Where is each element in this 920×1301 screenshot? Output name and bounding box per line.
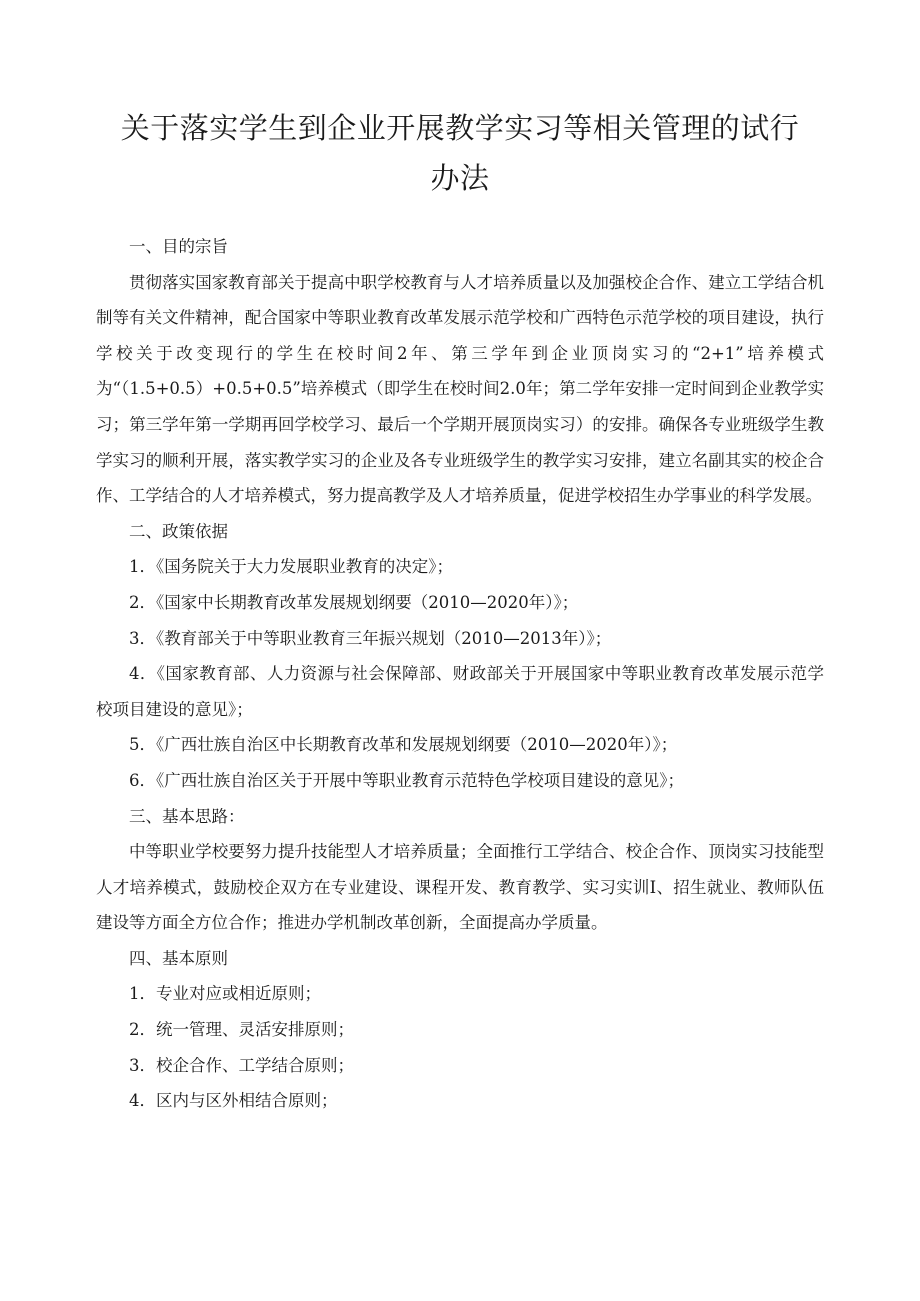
section-heading-policy-basis: 二、政策依据	[129, 521, 228, 541]
principle-item-2: 2．统一管理、灵活安排原则；	[129, 1020, 354, 1040]
document-title	[120, 103, 800, 203]
principle-item-3: 3．校企合作、工学结合原则；	[129, 1055, 354, 1075]
policy-item-4: 4．《国家教育部、人力资源与社会保障部、财政部关于开展国家中等职业教育改革发展示范学校项目建设的意见》；	[96, 664, 824, 719]
principle-item-4: 4．区内与区外相结合原则；	[129, 1091, 338, 1111]
policy-item-6: 6．《广西壮族自治区关于开展中等职业教育示范特色学校项目建设的意见》；	[129, 770, 684, 790]
policy-item-5: 5．《广西壮族自治区中长期教育改革和发展规划纲要（2010—2020年）》；	[129, 735, 678, 755]
document-title-line-2: 办法	[430, 161, 490, 195]
section-heading-purpose: 一、目的宗旨	[129, 237, 228, 256]
section-heading-basic-approach: 三、基本思路：	[129, 806, 245, 826]
body-paragraph-basic-approach: 中等职业学校要努力提升技能型人才培养质量；全面推行工学结合、校企合作、顶岗实习技能型人才培养模式，鼓励校企双方在专业建设、课程开发、教育教学、实习实训I、招生就业、教师队伍建设等方面全方位合作；推进办学机制改革创新，全面提高办学质量。	[96, 842, 824, 933]
body-paragraph-purpose: 贯彻落实国家教育部关于提高中职学校教育与人才培养质量以及加强校企合作、建立工学结合机制等有关文件精神，配合国家中等职业教育改革发展示范学校和广西特色示范学校的项目建设，执行学校关于改变现行的学生在校时间2年、第三学年到企业顶岗实习的“2+1”培养模式为“（1.5+0.5）+0.5+0.5”培养模式（即学生在校时间2.0年；第二学年安排一定时间到企业教学实习；第三学年第一学期再回学校学习、最后一个学期开展顶岗实习）的安排。确保各专业班级学生教学实习的顺利开展，落实教学实习的企业及各专业班级学生的教学实习安排，建立名副其实的校企合作、工学结合的人才培养模式，努力提高教学及人才培养质量，促进学校招生办学事业的科学发展。	[96, 272, 824, 506]
section-heading-basic-principles: 四、基本原则	[129, 948, 228, 968]
policy-item-1: 1．《国务院关于大力发展职业教育的决定》；	[129, 557, 453, 577]
policy-item-3: 3．《教育部关于中等职业教育三年振兴规划（2010—2013年）》；	[129, 628, 612, 648]
principle-item-1: 1．专业对应或相近原则；	[129, 984, 321, 1004]
policy-item-2: 2．《国家中长期教育改革发展规划纲要（2010—2020年）》；	[129, 592, 579, 612]
document-title-line-1: 关于落实学生到企业开展教学实习等相关管理的试行	[120, 111, 800, 145]
document-body	[96, 229, 824, 1119]
